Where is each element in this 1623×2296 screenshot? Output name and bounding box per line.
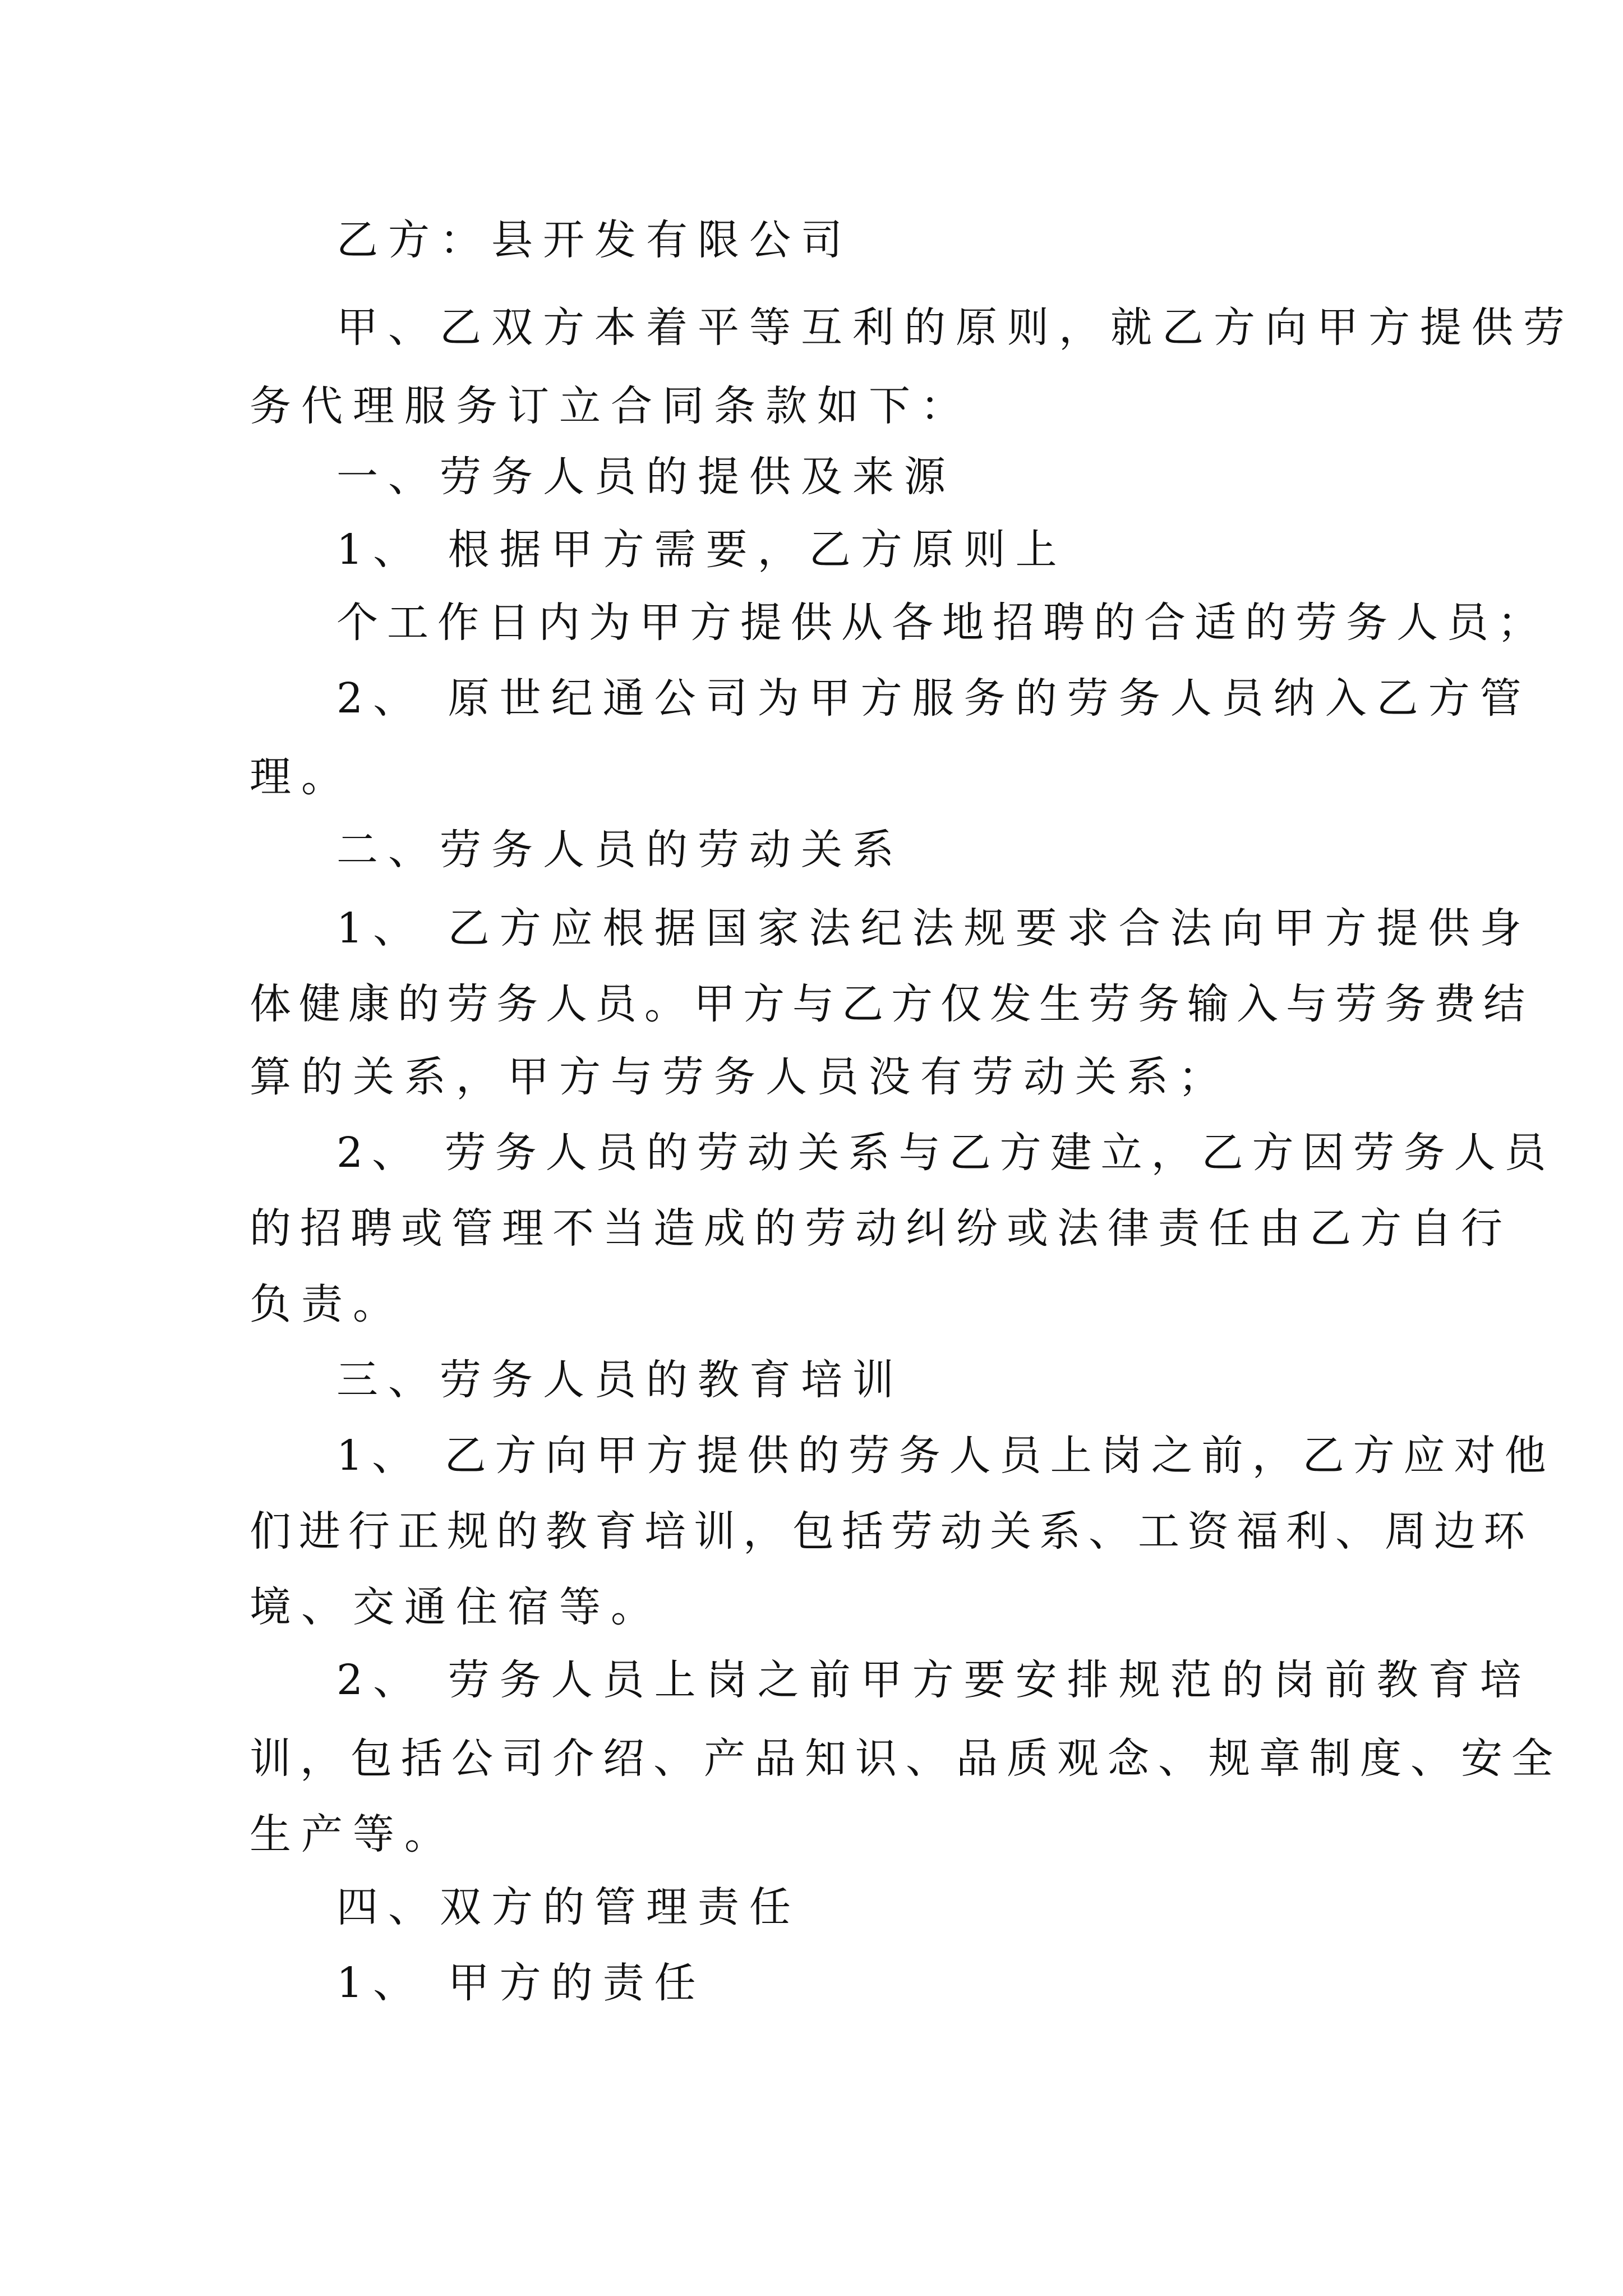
section-1-item-2-cont: 理。 — [250, 753, 353, 801]
section-2-item-1: 1、 乙方应根据国家法纪法规要求合法向甲方提供身 — [336, 904, 1532, 953]
section-2-item-2-cont-1: 的招聘或管理不当造成的劳动纠纷或法律责任由乙方自行 — [250, 1204, 1511, 1253]
section-3-item-1: 1、 乙方向甲方提供的劳务人员上岗之前，乙方应对他 — [336, 1432, 1555, 1480]
section-4-heading: 四、双方的管理责任 — [336, 1883, 801, 1931]
section-3-item-1-cont-1: 们进行正规的教育培训，包括劳动关系、工资福利、周边环 — [250, 1507, 1533, 1556]
section-2-item-2: 2、 劳务人员的劳动关系与乙方建立，乙方因劳务人员 — [336, 1129, 1555, 1177]
section-3-item-2-cont-1: 训，包括公司介绍、产品知识、品质观念、规章制度、安全 — [250, 1734, 1562, 1783]
section-3-heading: 三、劳务人员的教育培训 — [336, 1356, 904, 1404]
section-2-item-1-cont-2: 算的关系，甲方与劳务人员没有劳动关系； — [250, 1053, 1230, 1101]
section-1-item-1-cont: 个工作日内为甲方提供从各地招聘的合适的劳务人员； — [336, 599, 1548, 647]
section-3-item-2-cont-2: 生产等。 — [250, 1810, 456, 1858]
section-1-item-1: 1、 根据甲方需要，乙方原则上 — [336, 526, 1067, 574]
section-3-item-2: 2、 劳务人员上岗之前甲方要安排规范的岗前教育培 — [336, 1656, 1532, 1704]
preamble-line-1: 甲、乙双方本着平等互利的原则，就乙方向甲方提供劳 — [336, 303, 1575, 352]
section-2-heading: 二、劳务人员的劳动关系 — [336, 826, 904, 874]
section-3-item-1-cont-2: 境、交通住宿等。 — [250, 1583, 662, 1631]
section-1-item-2: 2、 原世纪通公司为甲方服务的劳务人员纳入乙方管 — [336, 674, 1532, 723]
section-2-item-1-cont-1: 体健康的劳务人员。甲方与乙方仅发生劳务输入与劳务费结 — [250, 980, 1533, 1028]
preamble-line-2: 务代理服务订立合同条款如下： — [250, 382, 972, 430]
section-2-item-2-cont-2: 负责。 — [250, 1280, 404, 1328]
section-1-heading: 一、劳务人员的提供及来源 — [336, 453, 956, 501]
party-b-line: 乙方：县开发有限公司 — [336, 216, 852, 264]
section-4-item-1: 1、 甲方的责任 — [336, 1959, 706, 2007]
